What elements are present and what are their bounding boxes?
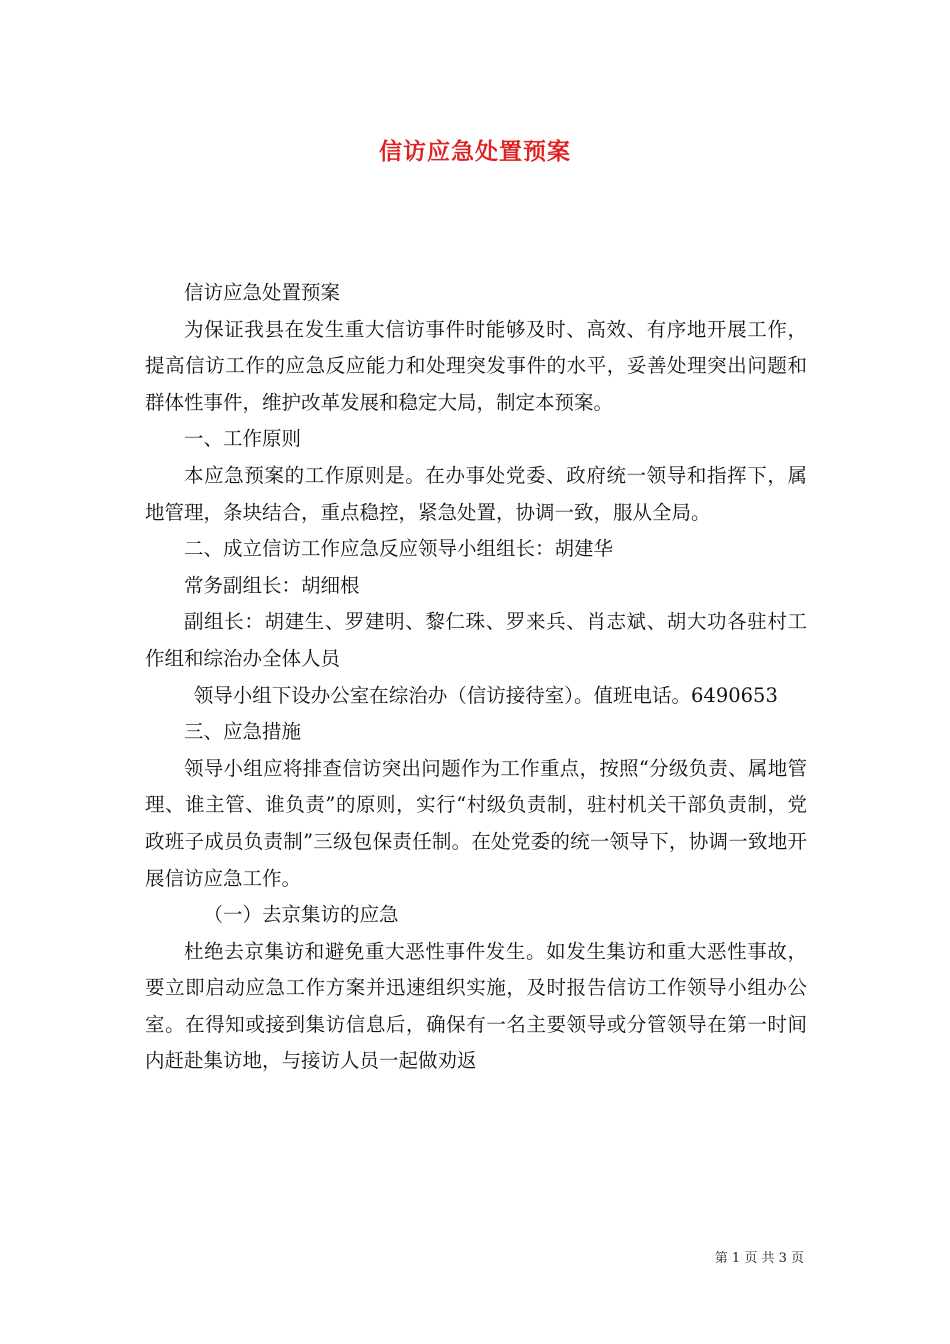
document-body: [145, 275, 807, 1080]
section-heading-leadership: 二、成立信访工作应急反应领导小组组长：胡建华: [184, 537, 614, 561]
subsection-heading-beijing: （一）去京集访的应急: [203, 903, 399, 927]
paragraph-office: 领导小组下设办公室在综治办（信访接待室）。值班电话。6490653: [193, 683, 778, 707]
paragraph-deputy-leader: 常务副组长：胡细根: [184, 573, 360, 597]
page-number: 第 1 页 共 3 页: [714, 1251, 804, 1266]
paragraph-heading: 信访应急处置预案: [184, 281, 341, 304]
page-title: 信访应急处置预案: [379, 138, 571, 165]
paragraph-intro: 为保证我县在发生重大信访事件时能够及时、高效、有序地开展工作，提高信访工作的应急反应能力和处理突发事件的水平，妥善处理突出问题和群体性事件，维护改革发展和稳定大局，制定本预案。: [145, 317, 807, 414]
section-heading-principles: 一、工作原则: [184, 427, 302, 451]
paragraph-vice-leaders: 副组长：胡建生、罗建明、黎仁珠、罗来兵、肖志斌、胡大功各驻村工作组和综治办全体人员: [145, 610, 807, 670]
paragraph-measures: 领导小组应将排查信访突出问题作为工作重点，按照“分级负责、属地管理、谁主管、谁负责”的原则，实行“村级负责制，驻村机关干部负责制，党政班子成员负责制”三级包保责任制。在处党委的统一领导下，协调一致地开展信访应急工作。: [145, 756, 807, 890]
paragraph-principles: 本应急预案的工作原则是。在办事处党委、政府统一领导和指挥下，属地管理，条块结合，重点稳控，紧急处置，协调一致，服从全局。: [145, 463, 807, 524]
paragraph-beijing: 杜绝去京集访和避免重大恶性事件发生。如发生集访和重大恶性事故，要立即启动应急工作方案并迅速组织实施，及时报告信访工作领导小组办公室。在得知或接到集访信息后，确保有一名主要领导或分管领导在第一时间内赶赴集访地，与接访人员一起做劝返: [145, 939, 807, 1073]
section-heading-measures: 三、应急措施: [184, 720, 302, 744]
